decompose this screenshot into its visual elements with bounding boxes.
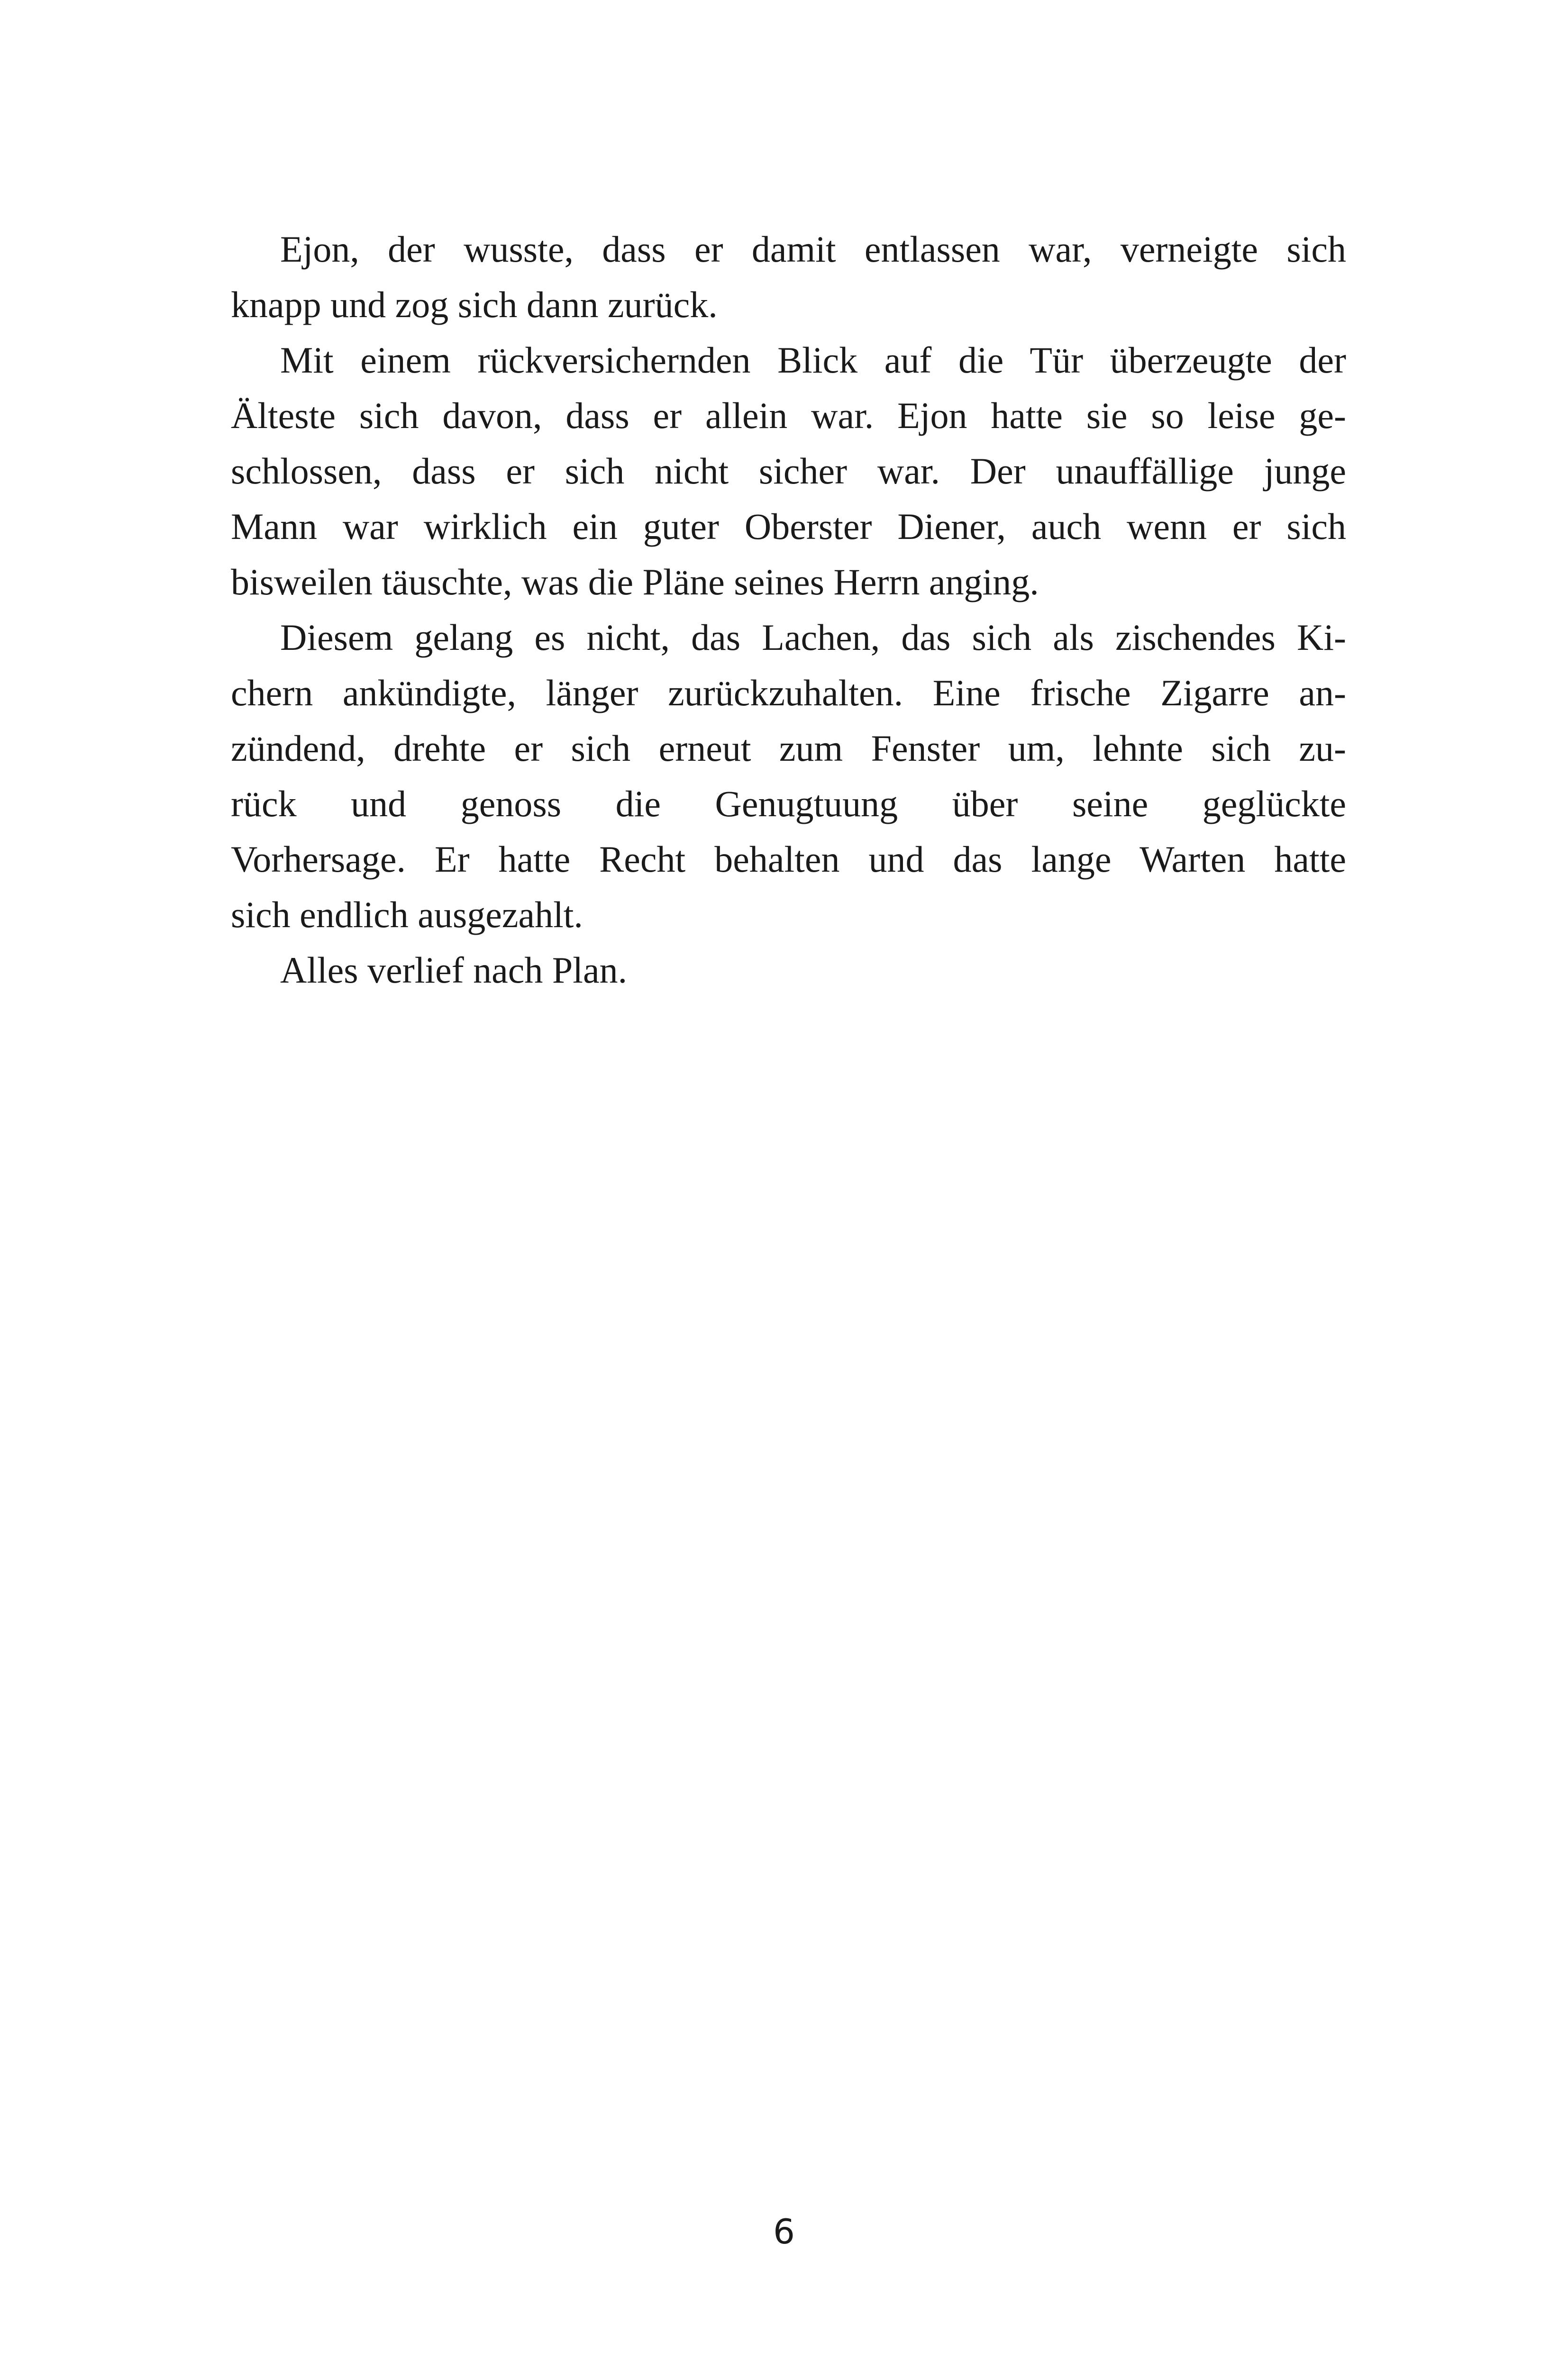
paragraph-2-line-5: bisweilen täuschte, was die Pläne seines Herrn anging. <box>231 561 1039 602</box>
paragraph-4-line-1: Alles verlief nach Plan. <box>280 949 628 991</box>
paragraph-3-line-6: sich endlich ausgezahlt. <box>231 894 583 935</box>
paragraph-2-line-4: Mann war wirklich ein guter Oberster Diener, auch wenn er sich <box>231 506 1346 547</box>
paragraph-3-line-5: Vorhersage. Er hatte Recht behalten und das lange Warten hatte <box>231 839 1346 880</box>
paragraph-1-line-2: knapp und zog sich dann zurück. <box>231 284 718 325</box>
paragraph-2-line-3: schlossen, dass er sich nicht sicher war. Der unauffällige junge <box>231 450 1346 492</box>
paragraph-3-line-3: zündend, drehte er sich erneut zum Fenster um, lehnte sich zu- <box>231 728 1346 769</box>
paragraph-1-line-1: Ejon, der wusste, dass er damit entlassen war, verneigte sich <box>280 228 1346 270</box>
paragraph-3-line-2: chern ankündigte, länger zurückzuhalten. Eine frische Zigarre an- <box>231 672 1346 713</box>
body-text <box>231 221 1346 998</box>
paragraph-2-line-2: Älteste sich davon, dass er allein war. Ejon hatte sie so leise ge- <box>231 395 1346 436</box>
page-number: 6 <box>773 2212 795 2252</box>
paragraph-3-line-1: Diesem gelang es nicht, das Lachen, das sich als zischendes Ki- <box>280 617 1346 658</box>
paragraph-2-line-1: Mit einem rückversichernden Blick auf die Tür überzeugte der <box>280 339 1346 381</box>
paragraph-3-line-4: rück und genoss die Genugtuung über seine geglückte <box>231 783 1346 824</box>
